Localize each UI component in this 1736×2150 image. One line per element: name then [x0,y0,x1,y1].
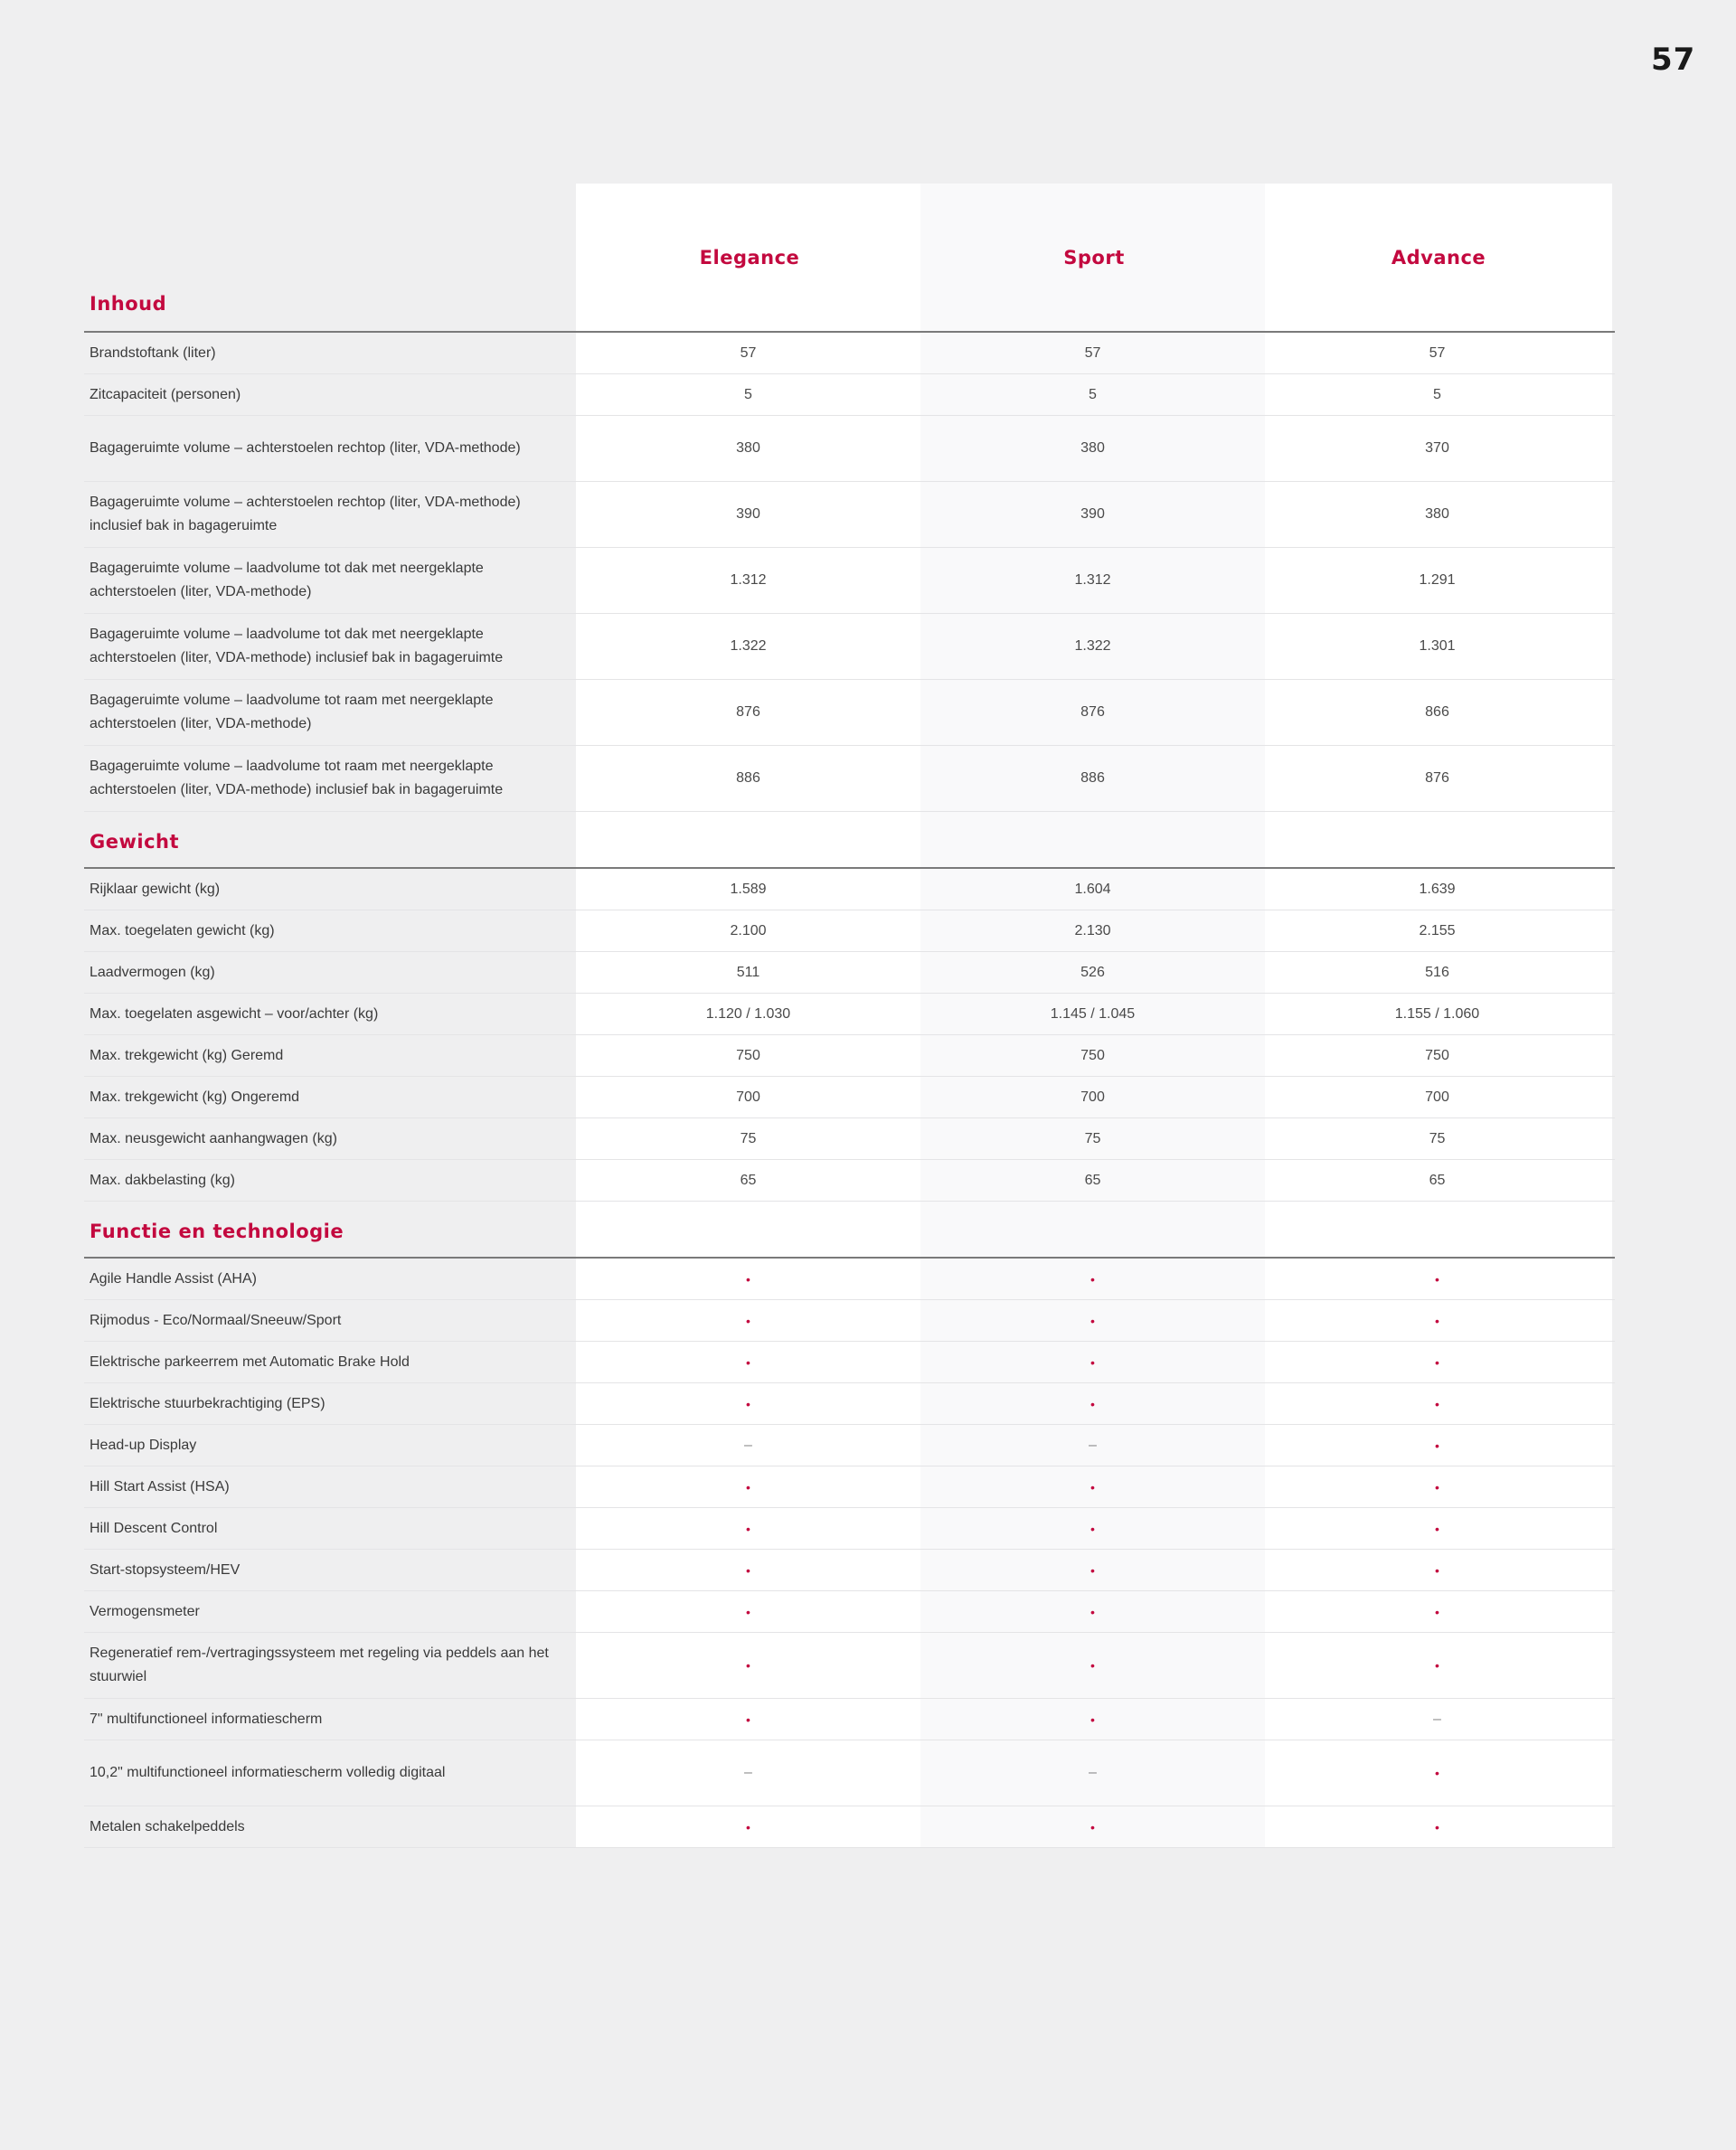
row-value: 750 [1080,1047,1105,1063]
variant-advance: Advance [1391,247,1486,269]
standard-dot-icon: • [1090,1271,1095,1287]
standard-dot-icon: • [746,1271,750,1287]
standard-dot-icon: • [1435,1604,1439,1619]
row-value: 1.312 [730,572,767,588]
row-value: 370 [1425,440,1449,456]
standard-dot-icon: • [1435,1819,1439,1834]
row-value: 390 [736,506,760,522]
row-label: 10,2" multifunctioneel informatiescherm volledig digitaal [90,1765,446,1780]
row-value: 380 [1080,440,1105,456]
section-title: Gewicht [90,831,180,853]
row-value: 5 [744,386,752,402]
table-row [84,374,1615,416]
table-row [84,614,1615,680]
row-label: Brandstoftank (liter) [90,344,216,361]
row-label: Rijmodus - Eco/Normaal/Sneeuw/Sport [90,1312,342,1328]
row-label: Max. toegelaten gewicht (kg) [90,922,275,938]
standard-dot-icon: • [746,1313,750,1328]
row-value: 876 [1425,770,1449,786]
row-value: 380 [1425,506,1449,522]
row-value: 700 [1080,1089,1105,1105]
standard-dot-icon: • [1090,1521,1095,1536]
standard-dot-icon: • [1090,1354,1095,1370]
row-label: Max. toegelaten asgewicht – voor/achter (kg) [90,1005,379,1022]
row-value: 526 [1080,964,1105,980]
row-value: 5 [1089,386,1097,402]
table-header [84,184,1615,333]
table-row [84,1035,1615,1077]
table-row [84,1383,1615,1425]
standard-dot-icon: • [1435,1479,1439,1495]
row-label: Hill Descent Control [90,1520,218,1536]
row-label: Vermogensmeter [90,1603,200,1619]
table-row [84,994,1615,1035]
row-label: Head-up Display [90,1437,197,1453]
table-row [84,1633,1615,1699]
standard-dot-icon: • [1090,1396,1095,1411]
standard-dot-icon: • [1090,1658,1095,1673]
row-value: 57 [1084,344,1101,361]
row-label: Hill Start Assist (HSA) [90,1478,230,1495]
table-row [84,1425,1615,1466]
standard-dot-icon: • [1435,1766,1439,1780]
row-value: 5 [1433,386,1441,402]
row-value: 2.155 [1419,922,1456,938]
table-row [84,952,1615,994]
table-row [84,1160,1615,1202]
row-value: 876 [1080,704,1105,720]
table-row [84,1342,1615,1383]
table-row [84,333,1615,374]
row-label: Bagageruimte volume – laadvolume tot dak met neergeklapte achterstoelen (liter, VDA-methode) inclusief bak in bagageruimte [90,627,504,665]
table-row [84,1699,1615,1740]
table-row [84,1508,1615,1550]
row-label: Metalen schakelpeddels [90,1818,245,1834]
table-row [84,1740,1615,1806]
row-value: 75 [740,1130,757,1146]
standard-dot-icon: • [1435,1438,1439,1453]
row-value: 886 [1080,770,1105,786]
standard-dot-icon: • [1435,1521,1439,1536]
row-value: 57 [740,344,757,361]
row-label: Agile Handle Assist (AHA) [90,1270,257,1287]
row-value: 886 [736,770,760,786]
not-available-dash: – [1089,1765,1097,1780]
section-title: Inhoud [90,293,167,315]
row-value: 1.322 [1074,638,1111,654]
variant-sport: Sport [1063,247,1125,269]
table-row [84,910,1615,952]
row-label: Max. neusgewicht aanhangwagen (kg) [90,1130,337,1146]
not-available-dash: – [1433,1711,1441,1727]
table-row [84,416,1615,482]
row-value: 2.130 [1074,922,1111,938]
standard-dot-icon: • [746,1562,750,1578]
row-label: 7" multifunctioneel informatiescherm [90,1711,323,1727]
row-label: Zitcapaciteit (personen) [90,386,241,402]
row-value: 511 [736,964,760,980]
standard-dot-icon: • [746,1658,750,1673]
row-value: 866 [1425,704,1449,720]
standard-dot-icon: • [746,1479,750,1495]
standard-dot-icon: • [746,1712,750,1727]
row-label: Elektrische stuurbekrachtiging (EPS) [90,1395,326,1411]
row-value: 390 [1080,506,1105,522]
row-value: 65 [1084,1172,1101,1188]
standard-dot-icon: • [1090,1562,1095,1578]
standard-dot-icon: • [1090,1819,1095,1834]
section-title: Functie en technologie [90,1221,344,1242]
not-available-dash: – [744,1765,752,1780]
row-value: 750 [736,1047,760,1063]
table-row [84,1550,1615,1591]
row-value: 1.155 / 1.060 [1394,1005,1480,1022]
standard-dot-icon: • [1435,1271,1439,1287]
table-row [84,1591,1615,1633]
table-row [84,746,1615,812]
row-label: Max. trekgewicht (kg) Geremd [90,1047,284,1063]
row-value: 1.301 [1419,638,1456,654]
table-row [84,1806,1615,1848]
row-label: Regeneratief rem-/vertragingssysteem met regeling via peddels aan het stuurwiel [90,1646,549,1684]
standard-dot-icon: • [1435,1354,1439,1370]
table-row [84,1300,1615,1342]
spec-table [84,184,1615,1848]
row-value: 700 [736,1089,760,1105]
standard-dot-icon: • [1435,1658,1439,1673]
row-label: Rijklaar gewicht (kg) [90,881,221,897]
table-row [84,869,1615,910]
table-row [84,1077,1615,1118]
row-value: 380 [736,440,760,456]
page-number: 57 [1651,42,1696,78]
standard-dot-icon: • [746,1396,750,1411]
row-label: Bagageruimte volume – achterstoelen rechtop (liter, VDA-methode) inclusief bak in bagageruimte [90,495,521,533]
standard-dot-icon: • [1090,1479,1095,1495]
standard-dot-icon: • [1435,1396,1439,1411]
section-header [84,1202,1615,1259]
table-row [84,1466,1615,1508]
standard-dot-icon: • [746,1819,750,1834]
row-value: 1.291 [1419,572,1456,588]
row-value: 1.120 / 1.030 [705,1005,791,1022]
not-available-dash: – [1089,1437,1097,1453]
row-value: 1.312 [1074,572,1111,588]
row-value: 2.100 [730,922,767,938]
not-available-dash: – [744,1437,752,1453]
standard-dot-icon: • [1090,1604,1095,1619]
table-row [84,680,1615,746]
row-value: 876 [736,704,760,720]
standard-dot-icon: • [746,1604,750,1619]
row-value: 75 [1429,1130,1446,1146]
row-label: Bagageruimte volume – achterstoelen rechtop (liter, VDA-methode) [90,440,521,456]
row-value: 700 [1425,1089,1449,1105]
row-value: 57 [1429,344,1446,361]
table-row [84,1118,1615,1160]
row-value: 1.145 / 1.045 [1050,1005,1136,1022]
row-value: 65 [1429,1172,1446,1188]
table-row [84,548,1615,614]
row-label: Start-stopsysteem/HEV [90,1561,241,1578]
standard-dot-icon: • [746,1354,750,1370]
row-value: 1.639 [1419,881,1456,897]
row-value: 516 [1425,964,1449,980]
table-row [84,1259,1615,1300]
row-value: 1.322 [730,638,767,654]
standard-dot-icon: • [746,1521,750,1536]
variant-elegance: Elegance [699,247,800,269]
row-value: 750 [1425,1047,1449,1063]
row-label: Bagageruimte volume – laadvolume tot raam met neergeklapte achterstoelen (liter, VDA-methode) inclusief bak in bagageruimte [90,759,504,797]
row-value: 1.589 [730,881,767,897]
row-label: Max. trekgewicht (kg) Ongeremd [90,1089,300,1105]
row-label: Laadvermogen (kg) [90,964,215,980]
row-value: 75 [1084,1130,1101,1146]
row-value: 1.604 [1074,881,1111,897]
table-row [84,482,1615,548]
standard-dot-icon: • [1090,1712,1095,1727]
row-value: 65 [740,1172,757,1188]
row-label: Bagageruimte volume – laadvolume tot dak met neergeklapte achterstoelen (liter, VDA-methode) [90,561,484,599]
standard-dot-icon: • [1435,1313,1439,1328]
standard-dot-icon: • [1090,1313,1095,1328]
section-header [84,812,1615,869]
row-label: Bagageruimte volume – laadvolume tot raam met neergeklapte achterstoelen (liter, VDA-methode) [90,693,494,731]
row-label: Elektrische parkeerrem met Automatic Brake Hold [90,1353,410,1370]
row-label: Max. dakbelasting (kg) [90,1172,235,1188]
standard-dot-icon: • [1435,1562,1439,1578]
